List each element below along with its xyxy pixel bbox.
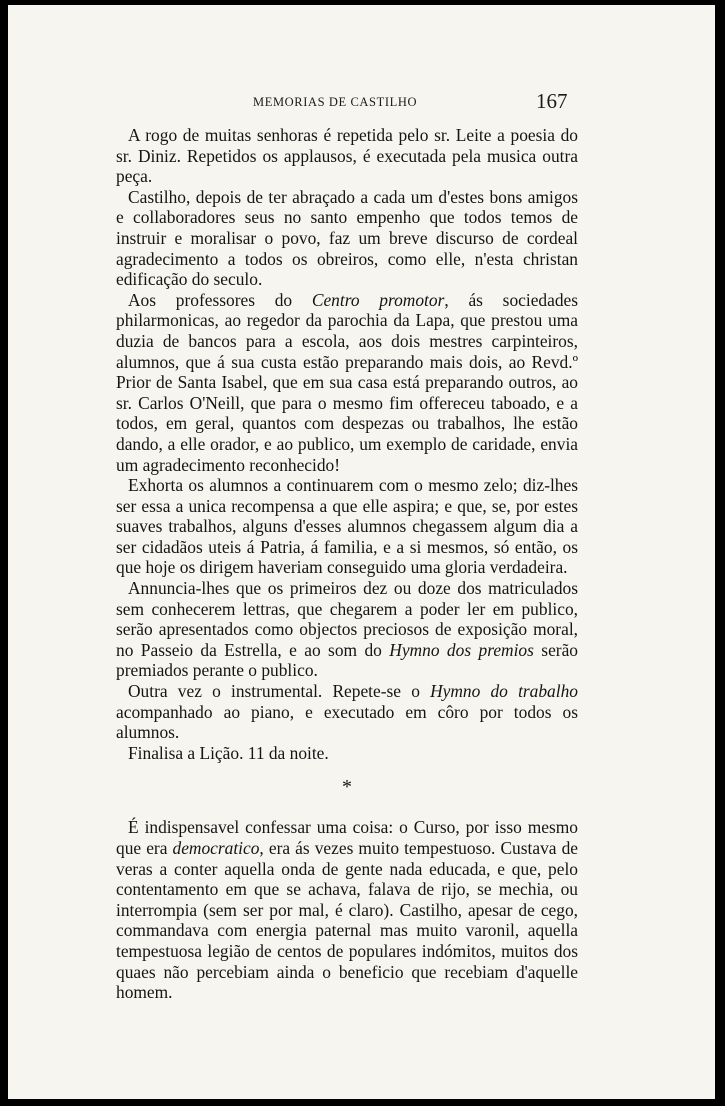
page-header — [8, 91, 715, 115]
paragraph-4: Exhorta os alumnos a continuarem com o mesmo zelo; diz-lhes ser essa a unica recompensa a que elle aspira; e que, se, por estes suaves trabalhos, alguns d'esses alumnos chegassem algum dia a ser cidadãos uteis á Patria, á familia, e a si mesmos, só então, os que hoje os dirigem haveriam conseguido uma gloria verdadeira. — [116, 475, 578, 578]
paragraph-6-italic: Hymno do trabalho — [430, 681, 578, 702]
paragraph-7: Finalisa a Lição. 11 da noite. — [128, 742, 329, 763]
running-head: MEMORIAS DE CASTILHO — [253, 95, 418, 109]
paragraph-6-text-b: acompanhado ao piano, e executado em côro por todos os alumnos. — [116, 701, 578, 743]
paragraph-5-text-b: serão premiados perante o publico. — [116, 639, 578, 681]
paragraph-8-italic: democratico, — [172, 838, 264, 858]
section-separator: * — [342, 776, 352, 799]
book-page — [8, 5, 715, 1099]
paragraph-6-text-a: Outra vez o instrumental. Repete-se o — [128, 681, 431, 702]
paragraph-3-italic: Centro promotor — [311, 289, 445, 310]
paragraph-5-italic: Hymno dos premios — [389, 639, 534, 660]
body-text — [116, 125, 578, 1003]
section-2 — [116, 817, 578, 1002]
paragraph-8-text-a: É indispensavel confessar uma coisa: o Curso, por isso mesmo que era — [116, 817, 578, 858]
paragraph-8-text-b: era ás vezes muito tempestuoso. Custava de veras a conter aquella onda de gente nada educada, e que, pelo contentamento em que se achava, falava de rijo, se mechia, ou interrompia (sem ser por mal, é claro). Castilho, apesar de cego, commandava com energia paternal mas muito varonil, aquella tempestuosa legião de centos de populares indómitos, muitos dos quaes não percebiam ainda o beneficio que recebiam d'aquelle homem. — [116, 838, 578, 1003]
paragraph-3-text-b: , ás sociedades philarmonicas, ao regedor da parochia da Lapa, que prestou uma duzia de bancos para a escola, aos dois mestres carpinteiros, alumnos, que á sua custa estão preparando mais dois, ao Revd.º Prior de Santa Isabel, que em sua casa está preparando outros, ao sr. Carlos O'Neill, que para o mesmo fim offereceu taboado, e a todos, em geral, quantos com despezas ou trabalhos, lhe estão dando, a elle orador, e ao publico, um exemplo de caridade, envia um agradecimento reconhecido! — [116, 289, 579, 475]
paragraph-1: A rogo de muitas senhoras é repetida pelo sr. Leite a poesia do sr. Diniz. Repetidos os applausos, é executada pela musica outra peça. — [116, 125, 578, 187]
paragraph-5 — [116, 578, 578, 681]
paragraph-5-text-a: Annuncia-lhes que os primeiros dez ou doze dos matriculados sem conhecerem lettras, que chegarem a poder ler em publico, serão apresentados como objectos preciosos de exposição moral, no Passeio da Estrella, e ao som do — [116, 578, 578, 660]
paragraph-6 — [116, 681, 578, 743]
paragraph-3 — [116, 290, 578, 475]
paragraph-8 — [116, 817, 578, 1002]
paragraph-3-text-a: Aos professores do — [128, 289, 312, 310]
paragraph-2: Castilho, depois de ter abraçado a cada um d'estes bons amigos e collaboradores seus no santo empenho que todos temos de instruir e moralisar o povo, faz um breve discurso de cordeal agradecimento a todos os obreiros, como elle, n'esta christan edificação do seculo. — [116, 186, 578, 290]
page-number: 167 — [536, 89, 568, 113]
